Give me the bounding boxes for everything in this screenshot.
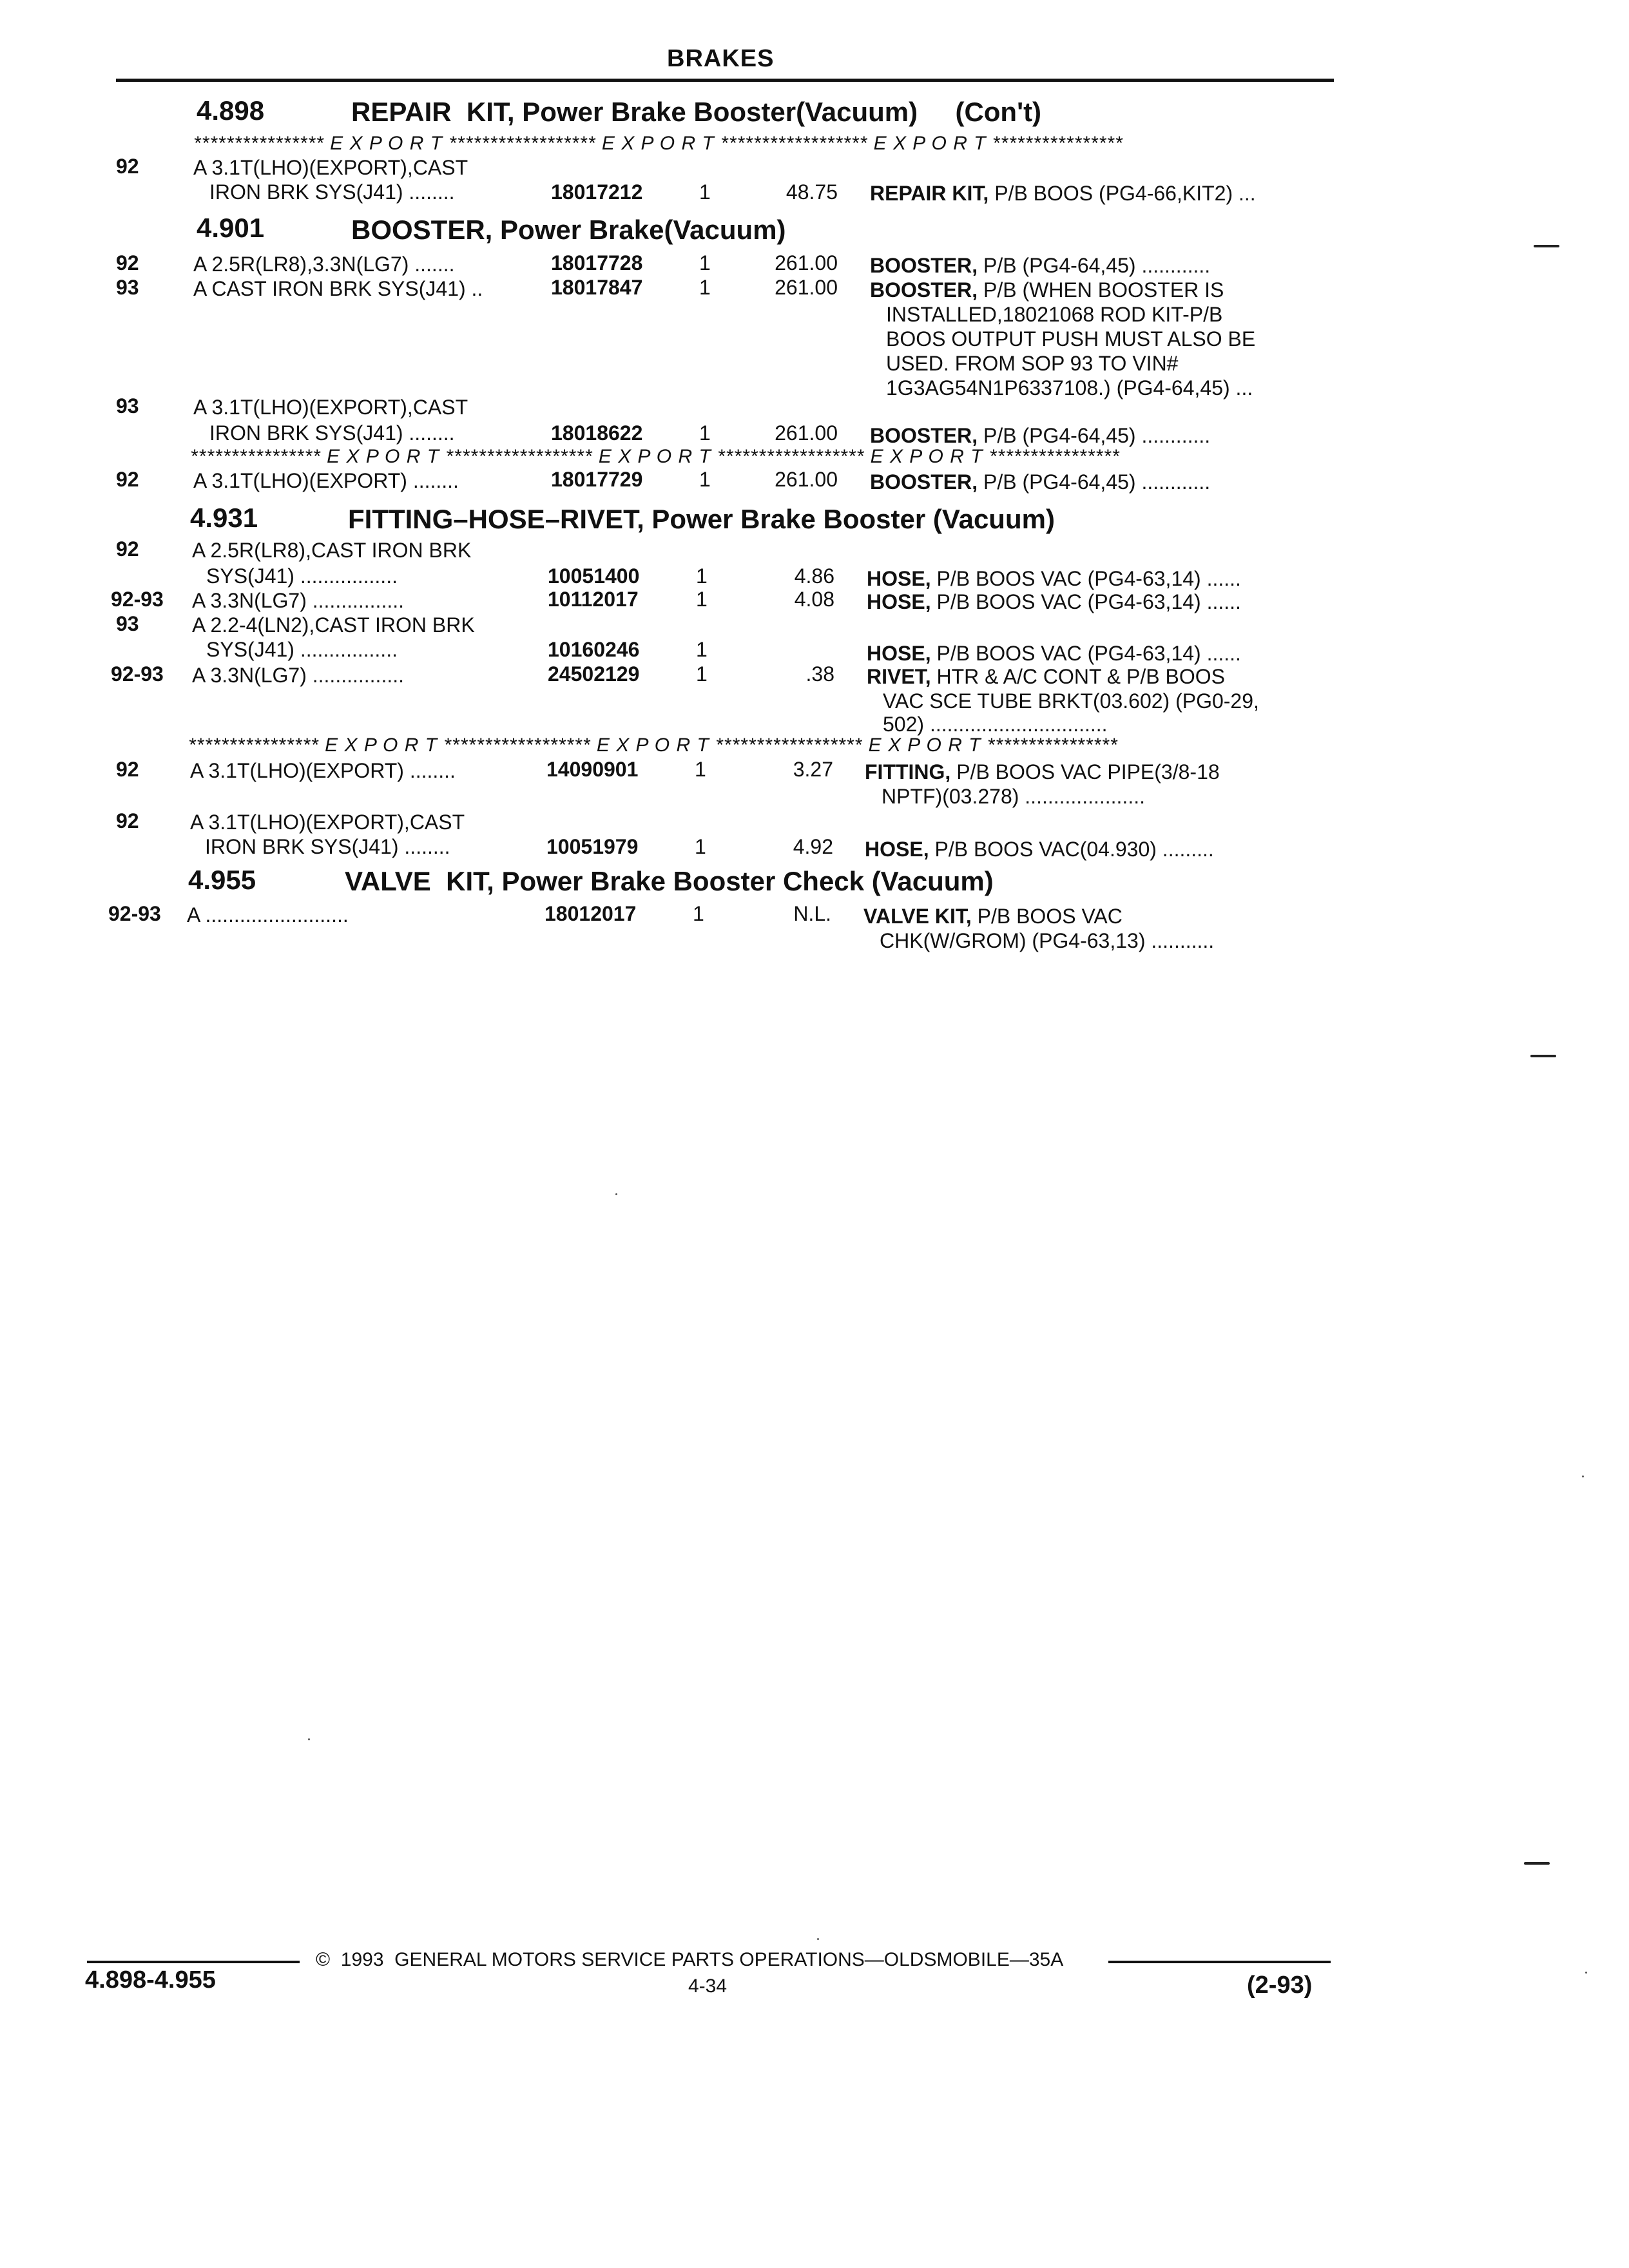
row-year: 92 (116, 155, 139, 178)
desc-keyword: REPAIR KIT, (870, 182, 989, 205)
row-part-number: 18017847 (551, 276, 643, 299)
row-quantity: 1 (696, 662, 708, 686)
row-application: A 3.3N(LG7) ................ (192, 664, 404, 687)
row-application-cont: IRON BRK SYS(J41) ........ (209, 421, 455, 445)
footer-page-number: 4-34 (688, 1975, 728, 1997)
desc-keyword: VALVE KIT, (863, 905, 972, 928)
row-quantity: 1 (693, 902, 704, 925)
row-description (867, 590, 1241, 614)
row-application: A 3.1T(LHO)(EXPORT) ........ (193, 469, 459, 492)
row-quantity: 1 (699, 468, 711, 491)
section-title: BOOSTER, Power Brake(Vacuum) (351, 215, 786, 245)
desc-text: P/B BOOS VAC (PG4-63,14) ...... (930, 590, 1241, 613)
row-application: A 3.3N(LG7) ................ (192, 589, 404, 612)
row-description-cont: 1G3AG54N1P6337108.) (PG4-64,45) ... (886, 376, 1253, 399)
row-part-number: 18017212 (551, 180, 643, 204)
row-quantity: 1 (695, 758, 706, 781)
row-year: 92 (116, 537, 139, 561)
row-part-number: 18017729 (551, 468, 643, 491)
row-price: 4.86 (794, 564, 834, 588)
desc-keyword: BOOSTER, (870, 278, 978, 302)
row-description (867, 665, 1225, 689)
row-description-cont: USED. FROM SOP 93 TO VIN# (886, 352, 1179, 375)
row-price: 261.00 (775, 468, 838, 491)
row-year: 92 (116, 468, 139, 491)
scan-speck (308, 1738, 310, 1740)
row-year: 93 (116, 276, 139, 299)
row-part-number: 14090901 (546, 758, 639, 781)
row-price: 4.92 (793, 835, 833, 858)
row-part-number: 10112017 (548, 588, 639, 611)
row-application: A 3.1T(LHO)(EXPORT),CAST (193, 156, 468, 179)
desc-keyword: BOOSTER, (870, 424, 978, 447)
desc-keyword: HOSE, (865, 838, 929, 861)
scan-mark (1534, 245, 1559, 247)
row-application: A 3.1T(LHO)(EXPORT),CAST (193, 396, 468, 419)
desc-keyword: HOSE, (867, 567, 931, 590)
desc-keyword: BOOSTER, (870, 470, 978, 494)
row-price: 48.75 (786, 180, 838, 204)
row-application-cont: IRON BRK SYS(J41) ........ (209, 180, 455, 204)
row-price: 261.00 (775, 251, 838, 274)
row-quantity: 1 (699, 180, 711, 204)
section-title: VALVE KIT, Power Brake Booster Check (Vacuum) (345, 866, 994, 896)
row-year: 92-93 (111, 588, 164, 611)
section-title: REPAIR KIT, Power Brake Booster(Vacuum) (Con't) (351, 97, 1042, 127)
scan-speck (615, 1193, 617, 1195)
row-year: 93 (116, 612, 139, 635)
desc-text: P/B BOOS VAC(04.930) ......... (929, 838, 1214, 861)
desc-keyword: HOSE, (867, 642, 931, 665)
row-quantity: 1 (696, 638, 708, 661)
row-application: A 2.5R(LR8),CAST IRON BRK (192, 539, 472, 562)
row-part-number: 24502129 (548, 662, 640, 686)
row-description (870, 182, 1256, 206)
section-number: 4.901 (197, 213, 265, 243)
row-description (867, 567, 1241, 591)
row-description (870, 254, 1210, 278)
row-application-cont: SYS(J41) ................. (206, 638, 398, 661)
row-year: 92 (116, 758, 139, 781)
row-description-cont: INSTALLED,18021068 ROD KIT-P/B (886, 303, 1223, 326)
row-price: N.L. (793, 902, 831, 925)
row-part-number: 10051979 (546, 835, 639, 858)
footer-range: 4.898-4.955 (85, 1966, 216, 1994)
desc-text: HTR & A/C CONT & P/B BOOS (930, 665, 1225, 688)
footer-date: (2-93) (1247, 1972, 1313, 1999)
row-application-cont: IRON BRK SYS(J41) ........ (205, 835, 450, 858)
row-description-cont: CHK(W/GROM) (PG4-63,13) ........... (880, 929, 1215, 952)
row-year: 92-93 (111, 662, 164, 686)
row-application: A 3.1T(LHO)(EXPORT),CAST (190, 811, 465, 834)
row-application: A 2.5R(LR8),3.3N(LG7) ....... (193, 253, 455, 276)
row-quantity: 1 (696, 588, 708, 611)
desc-text: P/B BOOS (PG4-66,KIT2) ... (988, 182, 1256, 205)
desc-keyword: HOSE, (867, 590, 931, 613)
row-description (865, 838, 1214, 861)
row-description (867, 642, 1241, 666)
scan-speck (817, 1938, 819, 1940)
scan-speck (1582, 1475, 1584, 1477)
row-application: A 2.2-4(LN2),CAST IRON BRK (192, 613, 475, 637)
export-separator: **************** E X P O R T ****************** E X P O R T ****************** E X P O R T **************** (188, 735, 1118, 756)
footer-rule-right (1108, 1961, 1331, 1963)
row-quantity: 1 (696, 564, 708, 588)
row-description-cont: BOOS OUTPUT PUSH MUST ALSO BE (886, 327, 1256, 351)
row-quantity: 1 (695, 835, 706, 858)
row-description (865, 760, 1220, 784)
desc-keyword: FITTING, (865, 760, 951, 783)
footer-copyright: © 1993 GENERAL MOTORS SERVICE PARTS OPERATIONS—OLDSMOBILE—35A (316, 1949, 1064, 1970)
header-rule (116, 79, 1334, 82)
row-quantity: 1 (699, 251, 711, 274)
row-description (870, 470, 1210, 494)
desc-text: P/B (PG4-64,45) ............ (978, 424, 1211, 447)
row-quantity: 1 (699, 276, 711, 299)
row-part-number: 18012017 (545, 902, 637, 925)
desc-text: P/B BOOS VAC (PG4-63,14) ...... (930, 642, 1241, 665)
row-year: 93 (116, 394, 139, 418)
row-price: 261.00 (775, 421, 838, 445)
row-part-number: 10051400 (548, 564, 640, 588)
desc-text: P/B BOOS VAC (PG4-63,14) ...... (930, 567, 1241, 590)
row-year: 92 (116, 809, 139, 832)
row-description-cont: NPTF)(03.278) ..................... (882, 785, 1145, 808)
row-quantity: 1 (699, 421, 711, 445)
desc-text: P/B BOOS VAC PIPE(3/8-18 (950, 760, 1220, 783)
section-number: 4.931 (190, 503, 258, 533)
page-header-title: BRAKES (667, 45, 775, 72)
row-description (870, 424, 1210, 448)
row-part-number: 18017728 (551, 251, 643, 274)
row-part-number: 18018622 (551, 421, 643, 445)
scan-mark (1524, 1862, 1550, 1865)
footer-rule-left (87, 1961, 300, 1963)
section-title: FITTING–HOSE–RIVET, Power Brake Booster (Vacuum) (348, 504, 1055, 534)
row-application: A 3.1T(LHO)(EXPORT) ........ (190, 759, 456, 782)
row-application: A ......................... (187, 903, 349, 927)
row-application: A CAST IRON BRK SYS(J41) .. (193, 277, 483, 300)
row-description-cont: 502) ............................... (883, 713, 1108, 736)
row-description (870, 278, 1224, 302)
row-price: 4.08 (794, 588, 834, 611)
section-number: 4.898 (197, 95, 265, 126)
export-separator: **************** E X P O R T ****************** E X P O R T ****************** E X P O R T **************** (190, 446, 1120, 467)
desc-text: P/B BOOS VAC (971, 905, 1123, 928)
row-description (863, 905, 1123, 928)
desc-text: P/B (PG4-64,45) ............ (978, 470, 1211, 494)
row-price: 3.27 (793, 758, 833, 781)
section-number: 4.955 (188, 865, 256, 895)
row-price: 261.00 (775, 276, 838, 299)
row-description-cont: VAC SCE TUBE BRKT(03.602) (PG0-29, (883, 689, 1259, 713)
row-year: 92 (116, 251, 139, 274)
desc-keyword: BOOSTER, (870, 254, 978, 277)
row-price: .38 (805, 662, 834, 686)
export-separator: **************** E X P O R T ****************** E X P O R T ****************** E X P O R T **************** (193, 133, 1123, 154)
row-part-number: 10160246 (548, 638, 640, 661)
scan-speck (1585, 1972, 1587, 1974)
desc-text: P/B (WHEN BOOSTER IS (978, 278, 1224, 302)
row-year: 92-93 (108, 902, 161, 925)
desc-text: P/B (PG4-64,45) ............ (978, 254, 1211, 277)
desc-keyword: RIVET, (867, 665, 931, 688)
scan-mark (1530, 1055, 1556, 1057)
row-application-cont: SYS(J41) ................. (206, 564, 398, 588)
